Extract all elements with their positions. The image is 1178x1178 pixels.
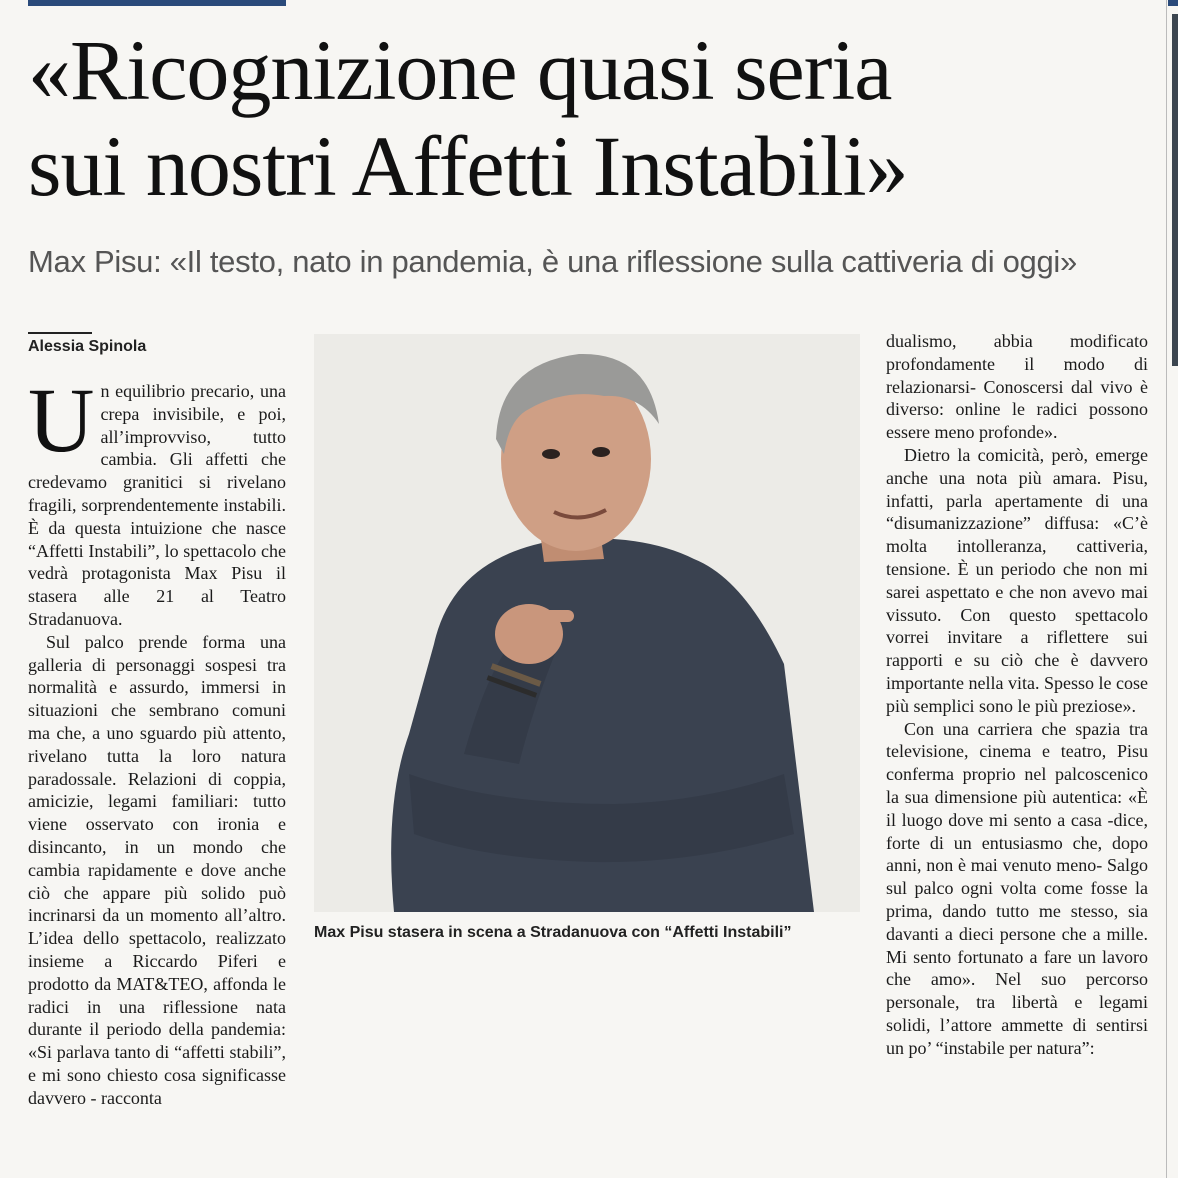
paragraph: Con una carriera che spazia tra televisione, cinema e teatro, Pisu conferma proprio nel palcoscenico la sua dimensione più autentica: «È il luogo dove mi sento a casa -dice, forte di un entusiasmo che, dopo anni, non è mai venuto meno- Salgo sul palco ogni volta come fosse la prima, dando tutto me stesso, sia davanti a dieci persone che a mille. Mi sento fortunato a fare un lavoro che amo». Nel suo percorso personale, tra libertà e legami solidi, l’attore ammette di sentirsi un po’ “instabile per natura”: bbox=[886, 718, 1148, 1058]
adjacent-article-edge bbox=[1160, 0, 1178, 1178]
drop-cap: U bbox=[28, 369, 95, 471]
article-photo bbox=[314, 334, 860, 912]
section-accent-bar bbox=[28, 0, 286, 6]
article-column-3 bbox=[886, 330, 1148, 1060]
article-headline bbox=[28, 22, 1138, 214]
headline-line-1: «Ricognizione quasi seria bbox=[28, 22, 892, 118]
paragraph: Dietro la comicità, però, emerge anche una nota più amara. Pisu, infatti, parla apertamente di una “disumanizzazione” diffusa: «C’è molta intolleranza, cattiveria, tensione. È un periodo che non mi sarei aspettato e che non avevo mai vissuto. Con questo spettacolo vorrei invitare a riflettere sui rapporti e su ciò che è davvero importante nella vita. Spesso le cose più semplici sono le più preziose». bbox=[886, 444, 1148, 716]
author-byline: Alessia Spinola bbox=[28, 338, 147, 355]
paragraph-text: n equilibrio precario, una crepa invisibile, e poi, all’improvviso, tutto cambia. Gli affetti che credevamo granitici si rivelano fragili, sorprendentemente instabili. È da questa intuizione che nasce “Affetti Instabili”, lo spettacolo che vedrà protagonista Max Pisu il stasera alle 21 al Teatro Stradanuova. bbox=[28, 381, 286, 629]
article-column-1 bbox=[28, 369, 286, 1110]
portrait-photo bbox=[314, 334, 860, 912]
article-subhead: Max Pisu: «Il testo, nato in pandemia, è una riflessione sulla cattiveria di oggi» bbox=[28, 244, 1077, 279]
column-divider bbox=[1166, 0, 1167, 1178]
paragraph: Sul palco prende forma una galleria di personaggi sospesi tra normalità e assurdo, immersi in situazioni che sembrano comuni ma che, a uno sguardo più attento, rivelano tutta la loro natura paradossale. Relazioni di coppia, amicizie, legami familiari: tutto viene osservato con ironia e disincanto, in un mondo che cambia rapidamente e dove anche ciò che appare più solido può incrinarsi da un momento all’altro. L’idea dello spettacolo, realizzato insieme a Riccardo Piferi e prodotto da MAT&TEO, affonda le radici in una riflessione nata durante il periodo della pandemia: «Si parlava tanto di “affetti stabili”, e mi sono chiesto cosa significasse davvero - racconta bbox=[28, 631, 286, 1108]
adjacent-photo-edge bbox=[1172, 14, 1178, 366]
paragraph: dualismo, abbia modificato profondamente il modo di relazionarsi- Conoscersi dal vivo è diverso: online le radici possono essere meno profonde». bbox=[886, 331, 1148, 443]
byline-rule bbox=[28, 332, 92, 334]
headline-line-2: sui nostri Affetti Instabili» bbox=[28, 118, 908, 214]
paragraph bbox=[28, 369, 286, 631]
photo-caption: Max Pisu stasera in scena a Stradanuova con “Affetti Instabili” bbox=[314, 924, 792, 941]
